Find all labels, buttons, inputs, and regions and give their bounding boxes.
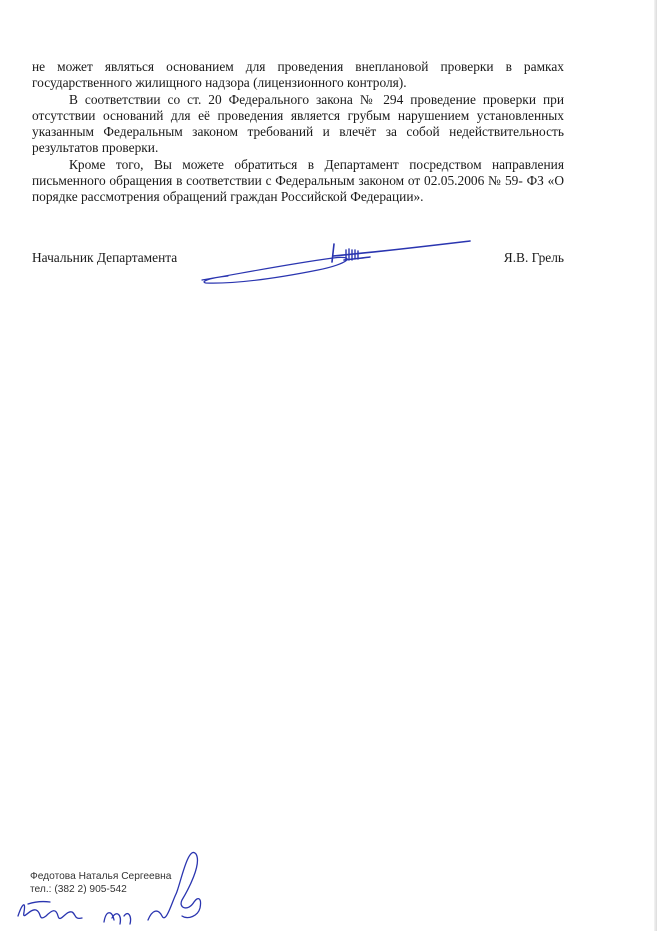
paragraph-appeal: Кроме того, Вы можете обратиться в Департамент посредством направления письменного обращения в соответствии с Федеральным законом от 02.05.2006 № 59- ФЗ «О порядке рассмотрения обращений граждан Российской Федерации». — [32, 156, 564, 205]
handwritten-marks — [12, 838, 212, 931]
executor-name: Федотова Наталья Сергеевна — [30, 871, 172, 882]
signature-drawing — [198, 236, 473, 292]
letter-body — [32, 59, 564, 206]
executor-phone: тел.: (382 2) 905-542 — [30, 884, 127, 895]
paragraph-article-20: В соответствии со ст. 20 Федерального закона № 294 проведение проверки при отсутствии оснований для её проведения является грубым нарушением установленных указанным Федеральным законом требований и влечёт за собой недействительность результатов проверки. — [32, 91, 564, 156]
signatory-name: Я.В. Грель — [503, 250, 564, 265]
paragraph-continuation: не может являться основанием для проведения внеплановой проверки в рамках государственного жилищного надзора (лицензионного контроля). — [32, 59, 564, 91]
signatory-title: Начальник Департамента — [32, 250, 178, 265]
